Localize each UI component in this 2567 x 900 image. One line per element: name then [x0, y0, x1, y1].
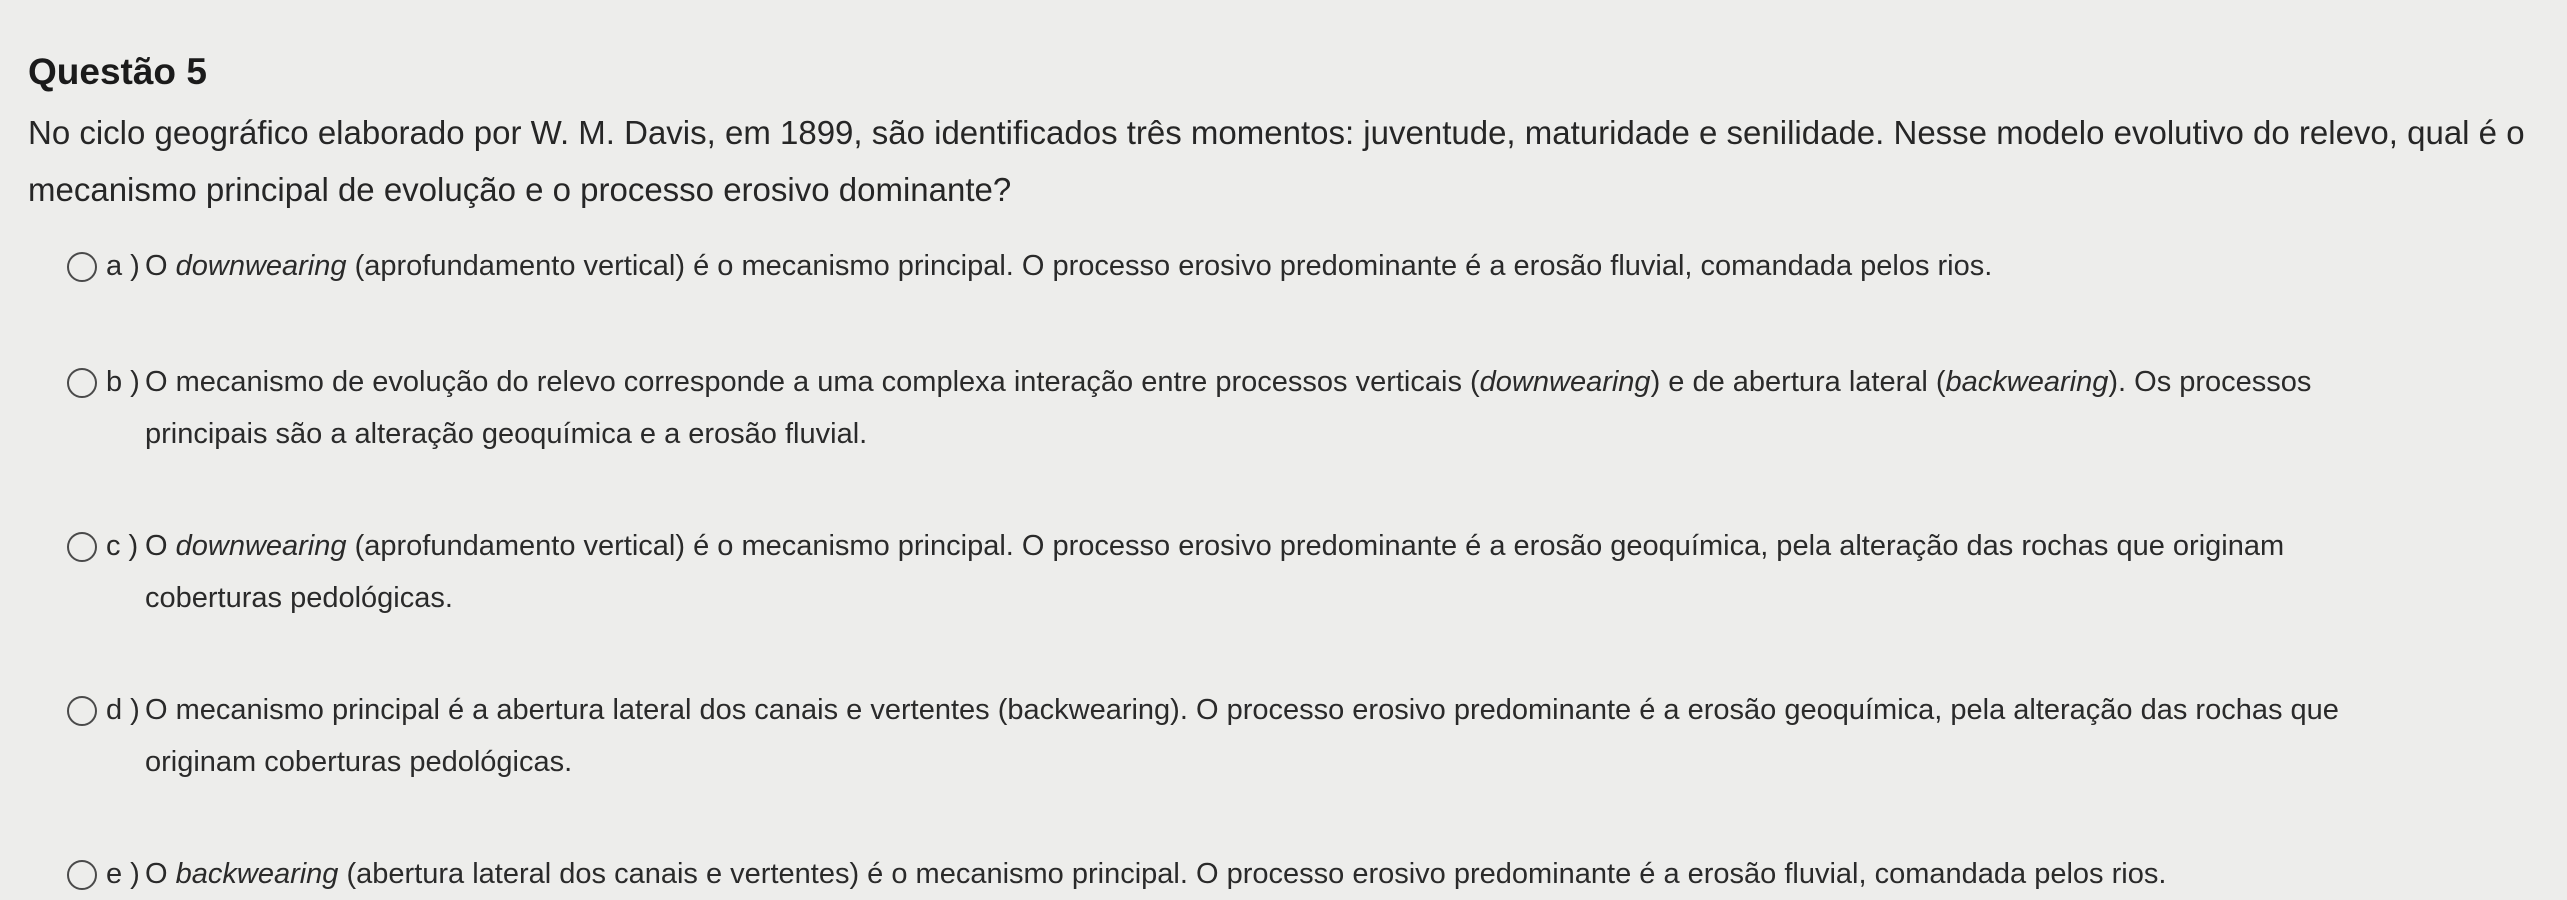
option-c-text [145, 530, 2284, 614]
option-b-text-part: backwearing [1945, 366, 2109, 398]
option-a[interactable] [28, 240, 2428, 292]
option-d-text-part: O mecanismo principal é a abertura lateral dos canais e vertentes (backwearing). O processo erosivo predominante é a erosão geoquímica, pela alteração das rochas que originam coberturas pedológicas. [145, 694, 2339, 778]
option-d-letter: d ) [106, 694, 140, 726]
option-b-text-part: downwearing [1479, 366, 1651, 398]
question-title: Questão 5 [28, 51, 207, 92]
option-c-text-part: (aprofundamento vertical) é o mecanismo principal. O processo erosivo predominante é a erosão geoquímica, pela alteração das rochas que originam coberturas pedológicas. [145, 530, 2285, 614]
option-e[interactable] [28, 848, 2428, 900]
option-a-text [145, 250, 1992, 282]
option-d-text [145, 694, 2339, 778]
option-c-text-part: O [145, 530, 176, 562]
option-e-text-part: O [145, 858, 176, 890]
option-c[interactable] [28, 520, 2428, 624]
option-b-text [145, 366, 2311, 450]
options-list [28, 240, 2545, 900]
option-a-letter: a ) [106, 250, 140, 282]
question-text: No ciclo geográfico elaborado por W. M. Davis, em 1899, são identificados três momentos: juventude, maturidade e senilidade. Nesse modelo evolutivo do relevo, qual é o mecanismo principal de evolução e o processo erosivo dominante? [28, 114, 2525, 208]
option-c-text-part: downwearing [175, 530, 347, 562]
option-b-radio[interactable] [67, 368, 97, 398]
option-b-text-part: O mecanismo de evolução do relevo corresponde a uma complexa interação entre processos verticais ( [145, 366, 1480, 398]
option-b-letter: b ) [106, 366, 140, 398]
option-b-text-part: ) e de abertura lateral ( [1650, 366, 1946, 398]
option-d-radio[interactable] [67, 696, 97, 726]
option-e-letter: e ) [106, 858, 140, 890]
option-c-letter: c ) [106, 530, 139, 562]
option-a-text-part: (aprofundamento vertical) é o mecanismo principal. O processo erosivo predominante é a erosão fluvial, comandada pelos rios. [346, 250, 1993, 282]
option-e-text [145, 858, 2166, 890]
option-d[interactable] [28, 684, 2428, 788]
option-a-text-part: O [145, 250, 176, 282]
option-a-radio[interactable] [67, 252, 97, 282]
option-b-text-part: ). Os processos principais são a alteração geoquímica e a erosão fluvial. [145, 366, 2312, 450]
option-c-radio[interactable] [67, 532, 97, 562]
option-b[interactable] [28, 356, 2428, 460]
option-e-text-part: (abertura lateral dos canais e vertentes) é o mecanismo principal. O processo erosivo predominante é a erosão fluvial, comandada pelos rios. [338, 858, 2167, 890]
option-e-text-part: backwearing [175, 858, 339, 890]
option-e-radio[interactable] [67, 860, 97, 890]
option-a-text-part: downwearing [175, 250, 347, 282]
